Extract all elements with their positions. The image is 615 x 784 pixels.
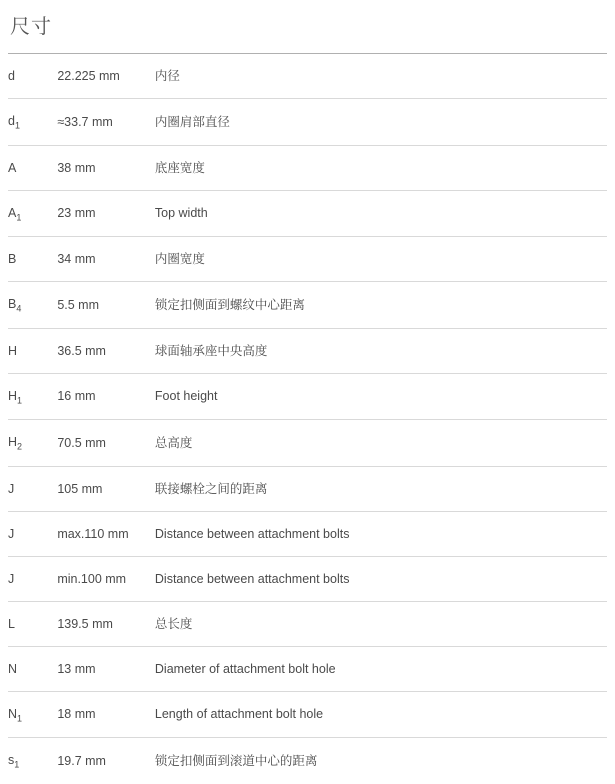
table-row: [8, 466, 607, 511]
table-row: [8, 420, 607, 467]
table-row: [8, 237, 607, 282]
dimension-symbol-subscript: 1: [14, 120, 20, 131]
dimension-symbol-letter: H: [8, 388, 18, 403]
dimension-description: 锁定扣侧面到滚道中心的距离: [154, 753, 318, 768]
dimension-description: Top width: [154, 206, 208, 221]
dimension-value: 16 mm: [57, 389, 96, 404]
dimension-symbol-letter: J: [8, 526, 15, 541]
dimension-symbol-letter: H: [8, 343, 18, 358]
dimension-symbol-letter: N: [8, 661, 18, 676]
dimension-value: 5.5 mm: [57, 297, 99, 312]
dimension-symbol-subscript: 1: [14, 759, 20, 770]
dimension-description: 球面轴承座中央高度: [154, 343, 268, 358]
table-row: [8, 99, 607, 146]
dimension-symbol: [8, 190, 57, 237]
dimension-value: 139.5 mm: [57, 616, 113, 631]
dimension-symbol: [8, 99, 57, 146]
dimension-symbol-letter: B: [8, 252, 17, 266]
dimension-value: 18 mm: [57, 707, 96, 722]
dimension-symbol: [8, 373, 57, 420]
dimension-symbol-letter: H: [8, 435, 18, 449]
dimension-symbol: [8, 601, 57, 646]
dimensions-table: [8, 53, 607, 784]
dimension-symbol: [8, 237, 57, 282]
dimension-description: 内圈肩部直径: [154, 114, 230, 129]
dimension-symbol-subscript: 4: [16, 303, 22, 314]
dimension-value: 13 mm: [57, 661, 96, 676]
dimension-description: 内圈宽度: [154, 252, 205, 266]
dimension-symbol-letter: d: [8, 114, 15, 128]
table-row: [8, 145, 607, 190]
dimension-symbol-letter: L: [8, 616, 15, 631]
table-row: [8, 282, 607, 329]
dimension-symbol-subscript: 2: [17, 441, 23, 452]
dimension-symbol-letter: J: [8, 481, 15, 496]
dimension-symbol: [8, 328, 57, 373]
dimension-description: Distance between attachment bolts: [154, 526, 350, 541]
dimension-symbol-letter: A: [8, 205, 17, 220]
table-row: [8, 601, 607, 646]
dimension-symbol-letter: B: [8, 297, 17, 311]
dimension-description: 总高度: [154, 435, 193, 450]
dimension-description: 联接螺栓之间的距离: [154, 481, 268, 496]
dimension-symbol-letter: s: [8, 753, 15, 767]
dimension-symbol-subscript: 1: [17, 395, 23, 405]
page-title: 尺寸: [10, 16, 52, 38]
table-row: [8, 190, 607, 237]
dimension-value: min.100 mm: [57, 571, 127, 586]
dimension-symbol: [8, 54, 57, 99]
table-row: [8, 646, 607, 691]
dimension-value: 70.5 mm: [57, 435, 106, 450]
dimension-description: Diameter of attachment bolt hole: [154, 661, 336, 676]
dimension-value: 22.225 mm: [57, 69, 120, 83]
dimension-value: 105 mm: [57, 481, 103, 496]
table-row: [8, 738, 607, 784]
dimension-value: 38 mm: [57, 160, 96, 175]
dimension-value: max.110 mm: [57, 526, 129, 541]
dimension-value: 34 mm: [57, 252, 96, 266]
dimension-description: 底座宽度: [154, 160, 205, 175]
dimension-symbol: [8, 738, 57, 784]
dimension-description: 锁定扣侧面到螺纹中心距离: [154, 297, 305, 312]
dimensions-table-body: [8, 54, 607, 784]
dimension-symbol-letter: J: [8, 571, 15, 586]
dimension-value: 23 mm: [57, 206, 96, 221]
dimension-symbol: [8, 511, 57, 556]
table-row: [8, 54, 607, 99]
table-row: [8, 511, 607, 556]
dimension-symbol-subscript: 1: [17, 713, 23, 723]
dimension-description: 总长度: [154, 616, 193, 631]
table-row: [8, 373, 607, 420]
dimension-symbol: [8, 420, 57, 467]
dimension-symbol-letter: d: [8, 69, 15, 83]
dimension-symbol-letter: N: [8, 706, 18, 721]
dimension-symbol-letter: A: [8, 160, 17, 175]
table-row: [8, 691, 607, 738]
dimension-value: 19.7 mm: [57, 753, 106, 768]
dimension-description: 内径: [154, 69, 180, 83]
dimension-symbol: [8, 691, 57, 738]
dimension-symbol: [8, 145, 57, 190]
dimension-value: ≈33.7 mm: [57, 114, 113, 129]
dimensions-page: [0, 10, 615, 784]
table-row: [8, 556, 607, 601]
dimension-symbol: [8, 466, 57, 511]
dimension-symbol: [8, 556, 57, 601]
dimension-symbol-subscript: 1: [16, 212, 22, 222]
table-row: [8, 328, 607, 373]
dimension-description: Length of attachment bolt hole: [154, 707, 324, 722]
dimension-description: Foot height: [154, 389, 218, 404]
dimension-description: Distance between attachment bolts: [154, 571, 350, 586]
dimension-symbol: [8, 646, 57, 691]
dimension-symbol: [8, 282, 57, 329]
dimension-value: 36.5 mm: [57, 343, 106, 358]
